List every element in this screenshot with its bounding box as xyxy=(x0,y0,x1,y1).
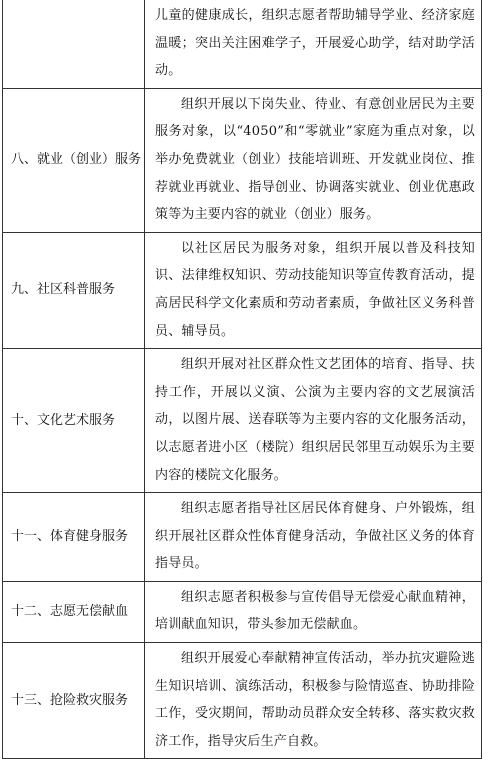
service-name: 八、就业（创业）服务 xyxy=(11,152,142,168)
service-desc: 组织志愿者积极参与宣传倡导无偿爱心献血精神，培训献血知识，带头参加无偿献血。 xyxy=(155,589,475,633)
service-name: 十一、体育健身服务 xyxy=(11,528,129,544)
table-row xyxy=(3,581,482,642)
table-row xyxy=(3,643,482,759)
service-desc: 组织开展爱心奉献精神宣传活动，举办抗灾避险逃生知识培训、演练活动，积极参与险情巡查、协助排险工作，受灾期间，帮助动员群众安全转移、落实救灾救济工作，指导灾后生产自救。 xyxy=(155,651,475,749)
table-row xyxy=(3,493,482,582)
table-row xyxy=(3,88,482,232)
service-desc-cell xyxy=(145,643,482,759)
service-desc: 组织志愿者指导社区居民体育健身、户外锻炼，组织开展社区群众性体育健身活动，争做社区义务的体育指导员。 xyxy=(155,501,475,572)
service-name: 九、社区科普服务 xyxy=(11,282,116,298)
service-name-cell xyxy=(3,581,145,642)
service-name-cell xyxy=(3,88,145,232)
service-name-cell xyxy=(3,493,145,582)
table-row xyxy=(3,232,482,348)
service-desc-cell xyxy=(145,349,482,493)
service-name: 十二、志愿无偿献血 xyxy=(11,603,129,619)
service-desc: 组织开展以下岗失业、待业、有意创业居民为主要服务对象，以“4050”和“零就业”家庭为重点对象，以举办免费就业（创业）技能培训班、开发就业岗位、推荐就业再就业、指导创业、协调落实就业、创业优惠政策等为主要内容的就业（创业）服务。 xyxy=(155,96,475,223)
service-name: 十、文化艺术服务 xyxy=(11,412,116,428)
table-row xyxy=(3,349,482,493)
service-name-cell xyxy=(3,0,145,88)
service-desc-cell xyxy=(145,581,482,642)
service-name-cell xyxy=(3,232,145,348)
service-desc: 儿童的健康成长，组织志愿者帮助辅导学业、经济家庭温暖；突出关注困难学子，开展爱心助学，结对助学活动。 xyxy=(155,8,475,79)
table-row xyxy=(3,0,482,88)
service-desc-cell xyxy=(145,493,482,582)
service-desc-cell xyxy=(145,232,482,348)
service-desc: 组织开展对社区群众性文艺团体的培育、指导、扶持工作，开展以义演、公演为主要内容的文艺展演活动，以图片展、送春联等为主要内容的文化服务活动，以志愿者进小区（楼院）组织居民邻里互动娱乐为主要内容的楼院文化服务。 xyxy=(155,357,475,483)
service-desc: 以社区居民为服务对象，组织开展以普及科技知识、法律维权知识、劳动技能知识等宣传教育活动，提高居民科学文化素质和劳动者素质，争做社区义务科普员、辅导员。 xyxy=(155,240,475,339)
services-table xyxy=(2,0,482,759)
service-desc-cell xyxy=(145,0,482,88)
service-name: 十三、抢险救灾服务 xyxy=(11,692,129,708)
service-name-cell xyxy=(3,643,145,759)
service-desc-cell xyxy=(145,88,482,232)
service-name-cell xyxy=(3,349,145,493)
